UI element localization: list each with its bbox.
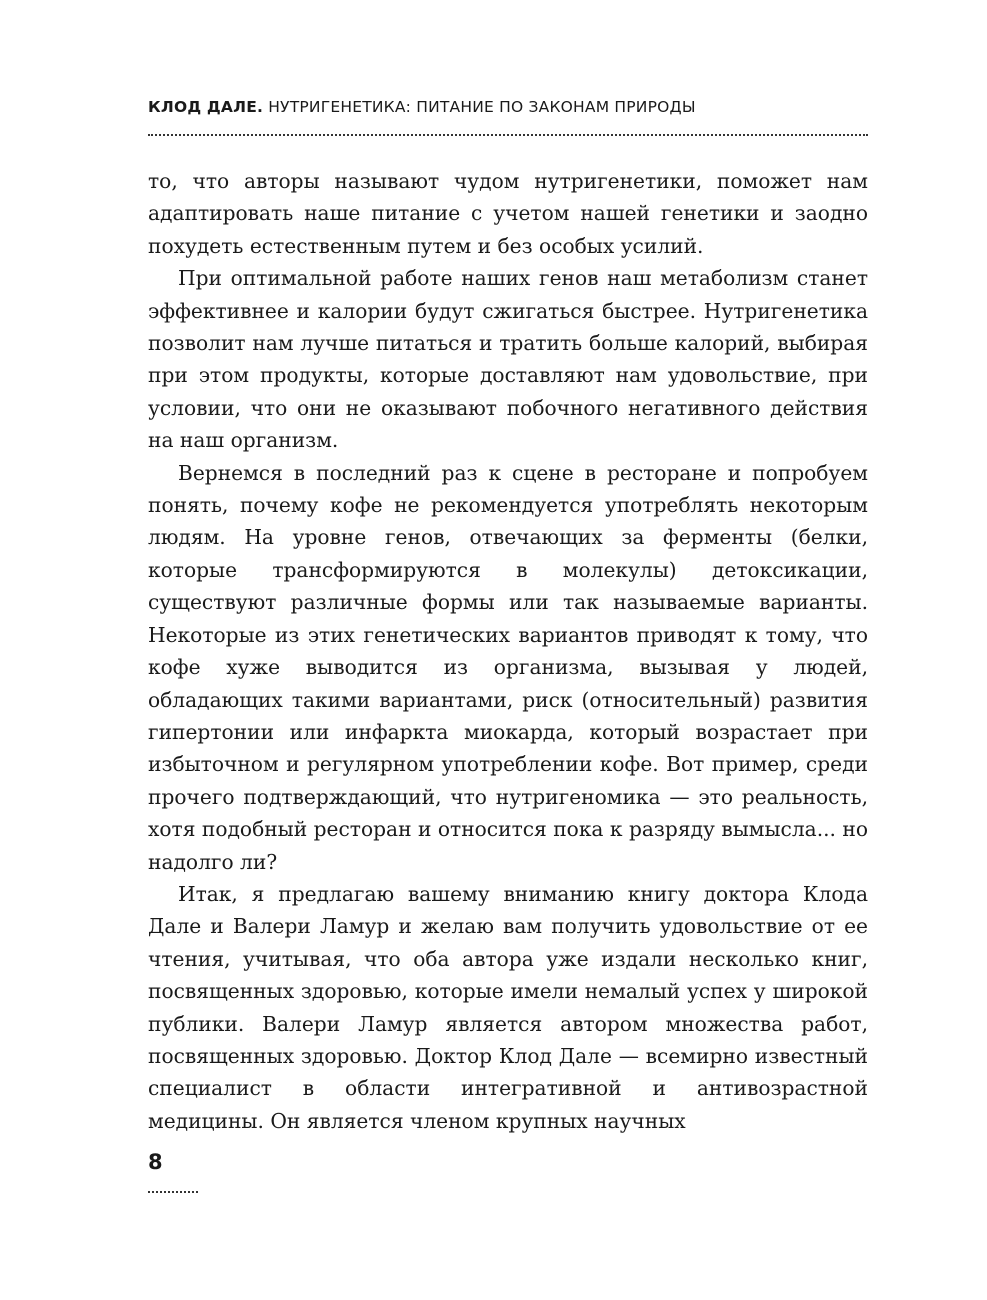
paragraph-3: Вернемся в последний раз к сцене в ресторане и попробуем понять, почему кофе не рекомендуется употреблять некоторым людям. На уровне генов, отвечающих за ферменты (белки, которые трансформируются в молекулы) детоксикации, существуют различные формы или так называемые варианты. Некоторые из этих генетических вариантов приводят к тому, что кофе хуже выводится из организма, вызывая у людей, обладающих такими вариантами, риск (относительный) развития гипертонии или инфаркта миокарда, который возрастает при избыточном и регулярном употреблении кофе. Вот пример, среди прочего подтверждающий, что нутригеномика — это реальность, хотя подобный ресторан и относится пока к разряду вымысла... но надолго ли? [148, 460, 868, 874]
header-title: НУТРИГЕНЕТИКА: ПИТАНИЕ ПО ЗАКОНАМ ПРИРОДЫ [263, 98, 696, 116]
paragraph-2: При оптимальной работе наших генов наш метаболизм станет эффективнее и калории будут сжигаться быстрее. Нутригенетика позволит нам лучше питаться и тратить больше калорий, выбирая при этом продукты, которые доставляют нам удовольствие, при условии, что они не оказывают побочного негативного действия на наш организм. [148, 266, 868, 453]
paragraph-4: Итак, я предлагаю вашему вниманию книгу доктора Клода Дале и Валери Ламур и желаю вам получить удовольствие от ее чтения, учитывая, что оба автора уже издали несколько книг, посвященных здоровью, которые имели немалый успех у широкой публики. Валери Ламур является автором множества работ, посвященных здоровью. Доктор Клод Дале — всемирно известный специалист в области интегративной и антивозрастной медицины. Он является членом крупных научных [148, 881, 868, 1133]
paragraph-1: то, что авторы называют чудом нутригенетики, поможет нам адаптировать наше питание с учетом нашей генетики и заодно похудеть естественным путем и без особых усилий. [148, 169, 868, 258]
page-number: 8 [148, 1150, 163, 1174]
header-dotted-rule [148, 134, 868, 136]
header-author: КЛОД ДАЛЕ. [148, 98, 264, 116]
body-text [148, 165, 868, 1137]
running-header [148, 98, 868, 116]
footer-dotted-rule [148, 1191, 198, 1193]
